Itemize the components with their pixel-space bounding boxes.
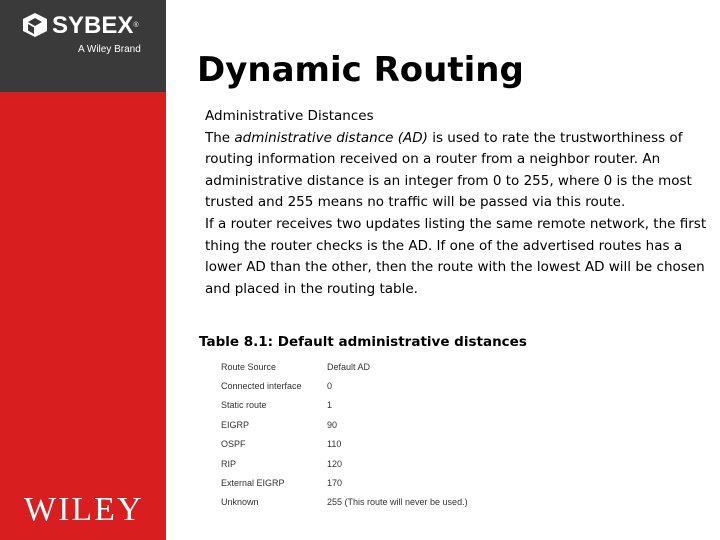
ad-table <box>221 357 468 512</box>
column-header-route-source: Route Source <box>221 361 277 372</box>
column-header-default-ad: Default AD <box>327 361 371 372</box>
default-ad-cell: 255 (This route will never be used.) <box>327 497 468 508</box>
wiley-logo: WILEY <box>24 491 144 528</box>
route-source-cell: OSPF <box>221 439 246 450</box>
default-ad-cell: 0 <box>327 381 333 392</box>
default-ad-cell: 120 <box>327 458 343 469</box>
route-source-cell: Unknown <box>221 497 259 508</box>
default-ad-cell: 90 <box>327 419 338 430</box>
route-source-cell: Static route <box>221 400 267 411</box>
slide-body <box>205 106 715 300</box>
route-source-cell: RIP <box>221 458 237 469</box>
table-row <box>221 454 468 473</box>
table-row <box>221 473 468 492</box>
table-row <box>221 415 468 434</box>
sybex-tagline: A Wiley Brand <box>78 44 141 55</box>
section-heading: Administrative Distances <box>205 108 374 124</box>
default-ad-cell: 170 <box>327 478 343 489</box>
table-row <box>221 376 468 395</box>
sidebar <box>0 0 166 540</box>
table-row <box>221 396 468 415</box>
table-row <box>221 435 468 454</box>
sybex-wordmark: SYBEX® <box>52 12 139 39</box>
default-ad-cell: 1 <box>327 400 333 411</box>
table-header-row <box>221 357 468 376</box>
sybex-logo <box>22 10 162 60</box>
paragraph-selection: If a router receives two updates listing the same remote network, the first thing the router checks is the AD. If one of the advertised routes has a lower AD than the other, then the route with the lowest AD will be chosen and placed in the routing table. <box>205 215 707 297</box>
route-source-cell: External EIGRP <box>221 478 285 489</box>
sidebar-header <box>0 0 166 92</box>
default-ad-cell: 110 <box>327 439 342 450</box>
table-caption: Table 8.1: Default administrative distances <box>199 334 527 350</box>
ad-term: administrative distance (AD) <box>234 129 428 146</box>
route-source-cell: EIGRP <box>221 419 250 430</box>
paragraph-definition: The administrative distance (AD) is used to rate the trustworthiness of routing information received on a router from a neighbor router. An administrative distance is an integer from 0 to 255, where 0 is the most trusted and 255 means no traffic will be passed via this route. <box>205 129 692 211</box>
slide-title: Dynamic Routing <box>197 50 524 90</box>
route-source-cell: Connected interface <box>221 381 302 392</box>
sybex-cube-icon <box>22 12 48 38</box>
table-row <box>221 493 468 512</box>
